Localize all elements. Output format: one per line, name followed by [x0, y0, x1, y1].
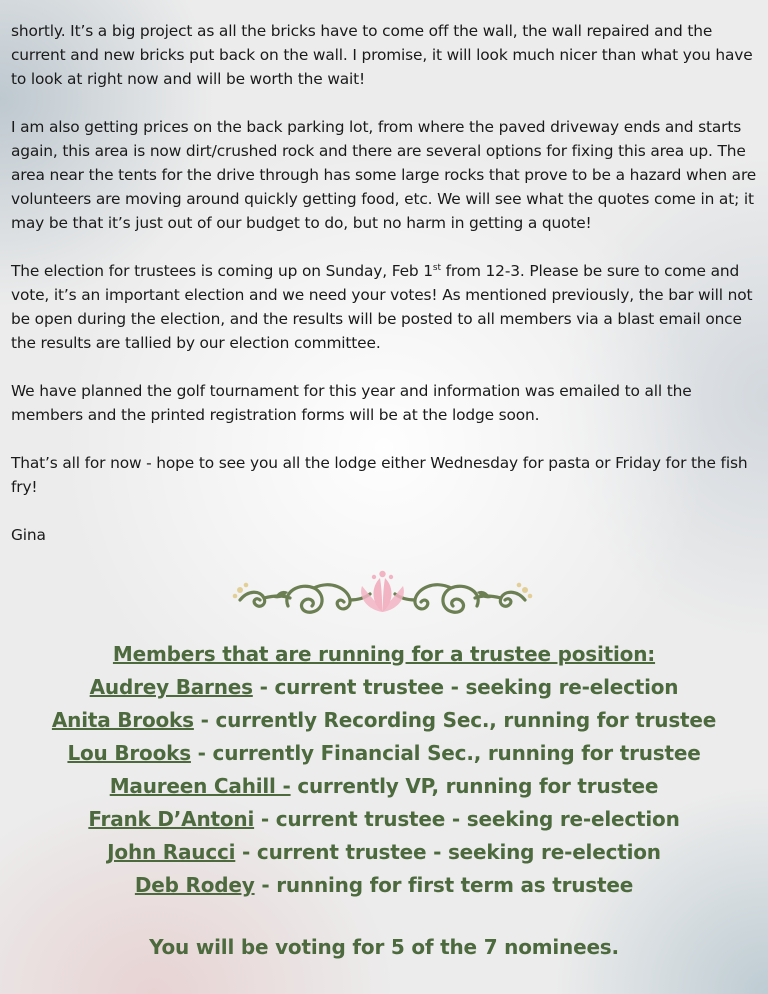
nominee-role: - currently Recording Sec., running for trustee [193, 708, 717, 732]
election-text-start: The election for trustees is coming up on Sunday, Feb 1 [11, 262, 433, 280]
nominee-role: - current trustee - seeking re-election [252, 675, 679, 699]
nominee-name: Audrey Barnes [89, 675, 253, 699]
nominee-role: currently VP, running for trustee [290, 774, 659, 798]
election-text-end: from 12-3. Please be sure to come and vote, it’s an important election and we need your votes! As mentioned previously, the bar will not be open during the election, and the results will be posted to all members via a blast email once the results are tallied by our election committee. [11, 262, 753, 352]
nominee-row [0, 737, 768, 770]
paragraph-election [11, 259, 759, 355]
paragraph-brick-wall: shortly. It’s a big project as all the bricks have to come off the wall, the wall repaired and the current and new bricks put back on the wall. I promise, it will look much nicer than what you have to look at right now and will be worth the wait! [11, 22, 753, 88]
nominee-row [0, 671, 768, 704]
nominee-row [0, 803, 768, 836]
paragraph-closing: That’s all for now - hope to see you all the lodge either Wednesday for pasta or Friday for the fish fry! [11, 454, 748, 496]
nominee-name: Lou Brooks [67, 741, 191, 765]
paragraph-golf-tournament: We have planned the golf tournament for this year and information was emailed to all the members and the printed registration forms will be at the lodge soon. [11, 382, 692, 424]
nominee-name: John Raucci [107, 840, 236, 864]
nominee-row [0, 869, 768, 902]
floral-divider-icon [230, 568, 535, 620]
ordinal-suffix: st [432, 262, 441, 273]
nominee-name: Maureen Cahill - [109, 774, 291, 798]
nominee-name: Deb Rodey [134, 873, 255, 897]
signature: Gina [11, 526, 46, 544]
nominee-role: - current trustee - seeking re-election [235, 840, 661, 864]
nominee-heading: Members that are running for a trustee position: [112, 642, 656, 666]
nominee-role: - currently Financial Sec., running for trustee [190, 741, 701, 765]
nominee-row [0, 770, 768, 803]
paragraph-parking-lot: I am also getting prices on the back parking lot, from where the paved driveway ends and starts again, this area is now dirt/crushed rock and there are several options for fixing this area up. The area near the tents for the drive through has some large rocks that prove to be a hazard when are volunteers are moving around quickly getting food, etc. We will see what the quotes come in at; it may be that it’s just out of our budget to do, but no harm in getting a quote! [11, 118, 757, 232]
voting-note: You will be voting for 5 of the 7 nominees. [149, 935, 619, 959]
nominee-role: - current trustee - seeking re-election [254, 807, 680, 831]
nominee-row [0, 836, 768, 869]
nominee-row [0, 704, 768, 737]
nominee-name: Anita Brooks [51, 708, 194, 732]
nominee-role: - running for first term as trustee [254, 873, 634, 897]
nominee-section [0, 638, 768, 902]
nominee-name: Frank D’Antoni [88, 807, 255, 831]
letter-body [11, 19, 759, 571]
